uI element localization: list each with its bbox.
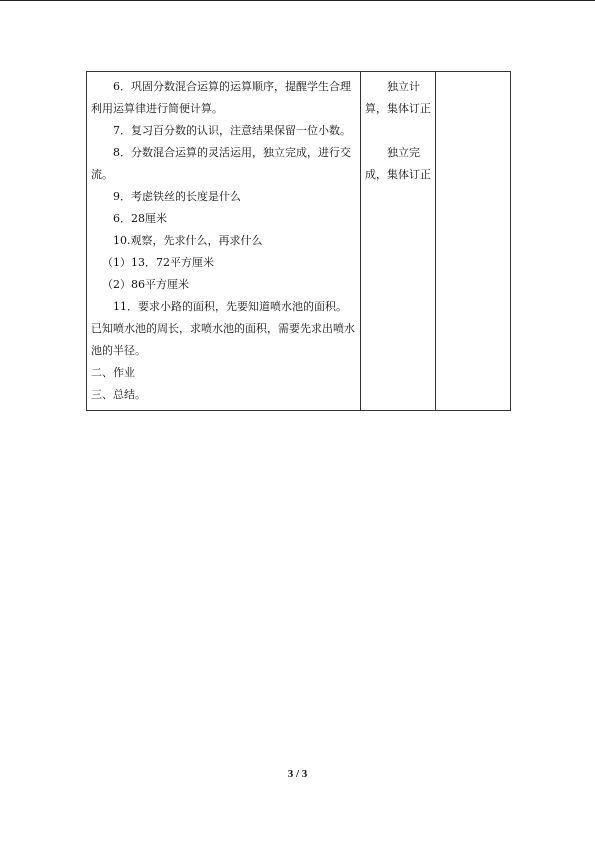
teaching-process-cell [87, 72, 361, 411]
section-homework: 二、作业 [91, 366, 135, 379]
step-10: 10.观察，先求什么，再求什么 [113, 234, 263, 247]
table-row [87, 72, 511, 411]
step-8: 8．分数混合运算的灵活运用，独立完成，进行交流。 [91, 146, 351, 181]
notes-cell [436, 72, 511, 411]
step-9-answer: 6．28厘米 [113, 212, 167, 225]
student-activity-cell [361, 72, 436, 411]
activity-note-2: 独立完成，集体订正 [365, 146, 431, 181]
header-rule [0, 0, 595, 1]
step-11: 11．要求小路的面积，先要知道喷水池的面积。已知喷水池的周长，求喷水池的面积，需要先求出喷水池的半径。 [91, 300, 355, 357]
lesson-plan-table [86, 71, 511, 411]
activity-note-1: 独立计算，集体订正 [365, 80, 431, 115]
step-9: 9．考虑铁丝的长度是什么 [113, 190, 241, 203]
step-10-answer-1: （1）13．72平方厘米 [102, 256, 214, 269]
step-7: 7．复习百分数的认识，注意结果保留一位小数。 [113, 124, 351, 137]
step-10-answer-2: （2）86平方厘米 [102, 278, 189, 291]
page-number: 3 / 3 [287, 768, 308, 780]
spacer [365, 120, 431, 142]
section-summary: 三、总结。 [91, 388, 146, 401]
step-6: 6．巩固分数混合运算的运算顺序，提醒学生合理利用运算律进行简便计算。 [91, 80, 351, 115]
